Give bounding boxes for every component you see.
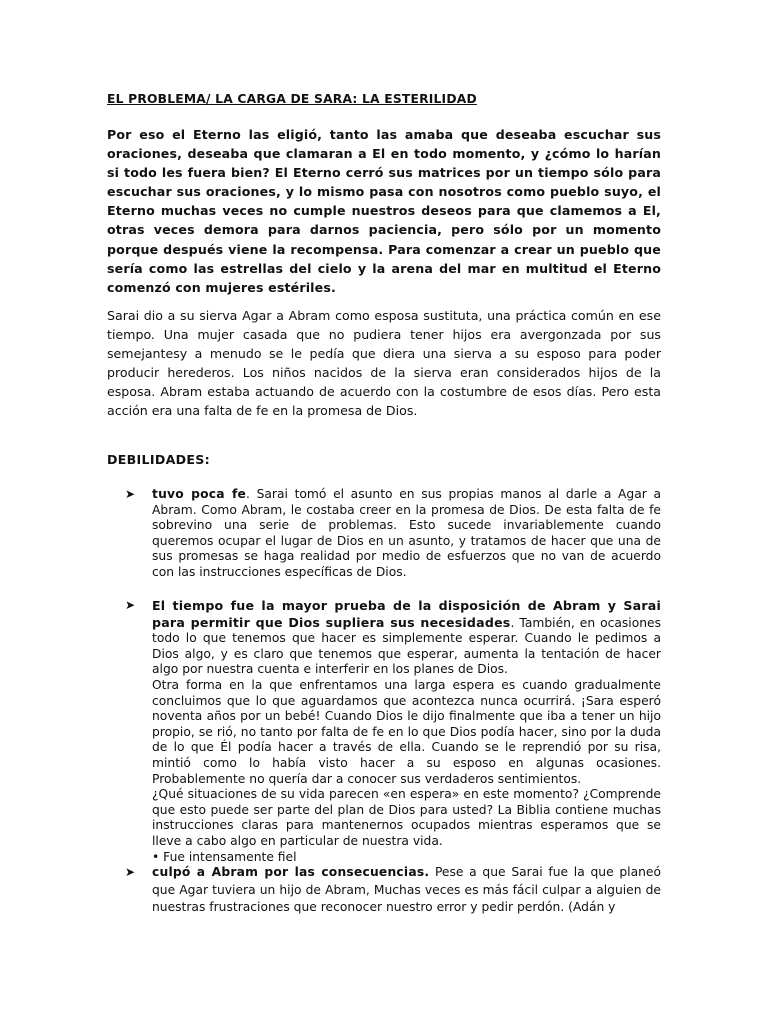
list-item bbox=[125, 864, 662, 917]
list-item-text: Otra forma en la que enfrentamos una larga espera es cuando gradualmente concluimos que lo que aguardamos que acontezca nunca ocurrirá. ¡Sara esperó noventa años por un bebé! Cuando Dios le dijo finalmente que iba a tener un hijo propio, se rió, no tanto por falta de fe en lo que Dios podía hacer, sino por la duda de lo que Él podía hacer a través de ella. Cuando se le reprendió por su risa, mintió como lo había visto hacer a su esposo en algunas ocasiones. Probablemente no quería dar a conocer sus verdaderos sentimientos. bbox=[152, 677, 661, 786]
list-item-text: . Sarai tomó el asunto en sus propias manos al darle a Agar a Abram. Como Abram, le costaba creer en la promesa de Dios. De esta falta de fe sobrevino una serie de problemas. Esto sucede invariablemente cuando queremos ocupar el lugar de Dios en un asunto, y tratamos de hacer que una de sus promesas se haga realidad por medio de esfuerzos que no van de acuerdo con las instrucciones específicas de Dios. bbox=[152, 487, 661, 579]
arrow-bullet-icon: ➤ bbox=[125, 598, 136, 612]
list-item bbox=[125, 598, 662, 865]
arrow-bullet-icon: ➤ bbox=[125, 865, 136, 879]
arrow-bullet-icon: ➤ bbox=[125, 487, 136, 501]
section-title: EL PROBLEMA/ LA CARGA DE SARA: LA ESTERILIDAD bbox=[107, 92, 477, 106]
list-item-lead: culpó a Abram por las consecuencias. bbox=[152, 865, 430, 879]
debilidades-heading: DEBILIDADES: bbox=[107, 452, 211, 467]
intro-bold-paragraph: Por eso el Eterno las eligió, tanto las amaba que deseaba escuchar sus oraciones, deseaba que clamaran a El en todo momento, y ¿cómo lo harían si todo les fuera bien? El Eterno cerró sus matrices por un tiempo sólo para escuchar sus oraciones, y lo mismo pasa con nosotros como pueblo suyo, el Eterno muchas veces no cumple nuestros deseos para que clamemos a El, otras veces demora para darnos paciencia, pero sólo por un momento porque después viene la recompensa. Para comenzar a crear un pueblo que sería como las estrellas del cielo y la arena del mar en multitud el Eterno comenzó con mujeres estériles. bbox=[107, 127, 661, 295]
list-item-lead: El tiempo fue la mayor prueba de la disposición de Abram y Sarai para permitir que Dios supliera sus necesidades bbox=[152, 598, 661, 630]
list-item-text: . También, en ocasiones todo lo que tenemos que hacer es simplemente esperar. Cuando le pedimos a Dios algo, y es claro que tenemos que esperar, aumenta la tentación de hacer algo por nuestra cuenta e interferir en los planes de Dios. bbox=[152, 615, 662, 677]
list-item-lead: tuvo poca fe bbox=[152, 487, 247, 501]
list-item-text: Pese a que Sarai fue la que planeó que Agar tuviera un hijo de Abram, Muchas veces es más fácil culpar a alguien de nuestras frustraciones que reconocer nuestro error y pedir perdón. (Adán y bbox=[152, 865, 662, 914]
sub-bullet: • Fue intensamente fiel bbox=[152, 849, 297, 864]
list-item-text: ¿Qué situaciones de su vida parecen «en espera» en este momento? ¿Comprende que esto puede ser parte del plan de Dios para usted? La Biblia contiene muchas instrucciones claras para mantenernos ocupados mientras esperamos que se lleve a cabo algo en particular de nuestra vida. bbox=[152, 787, 661, 848]
body-paragraph: Sarai dio a su sierva Agar a Abram como esposa sustituta, una práctica común en ese tiempo. Una mujer casada que no pudiera tener hijos era avergonzada por sus semejantesy a menudo se le pedía que diera una sierva a su esposo para poder producir herederos. Los niños nacidos de la sierva eran considerados hijos de la esposa. Abram estaba actuando de acuerdo con la costumbre de esos días. Pero esta acción era una falta de fe en la promesa de Dios. bbox=[107, 308, 661, 419]
list-item bbox=[125, 487, 661, 581]
